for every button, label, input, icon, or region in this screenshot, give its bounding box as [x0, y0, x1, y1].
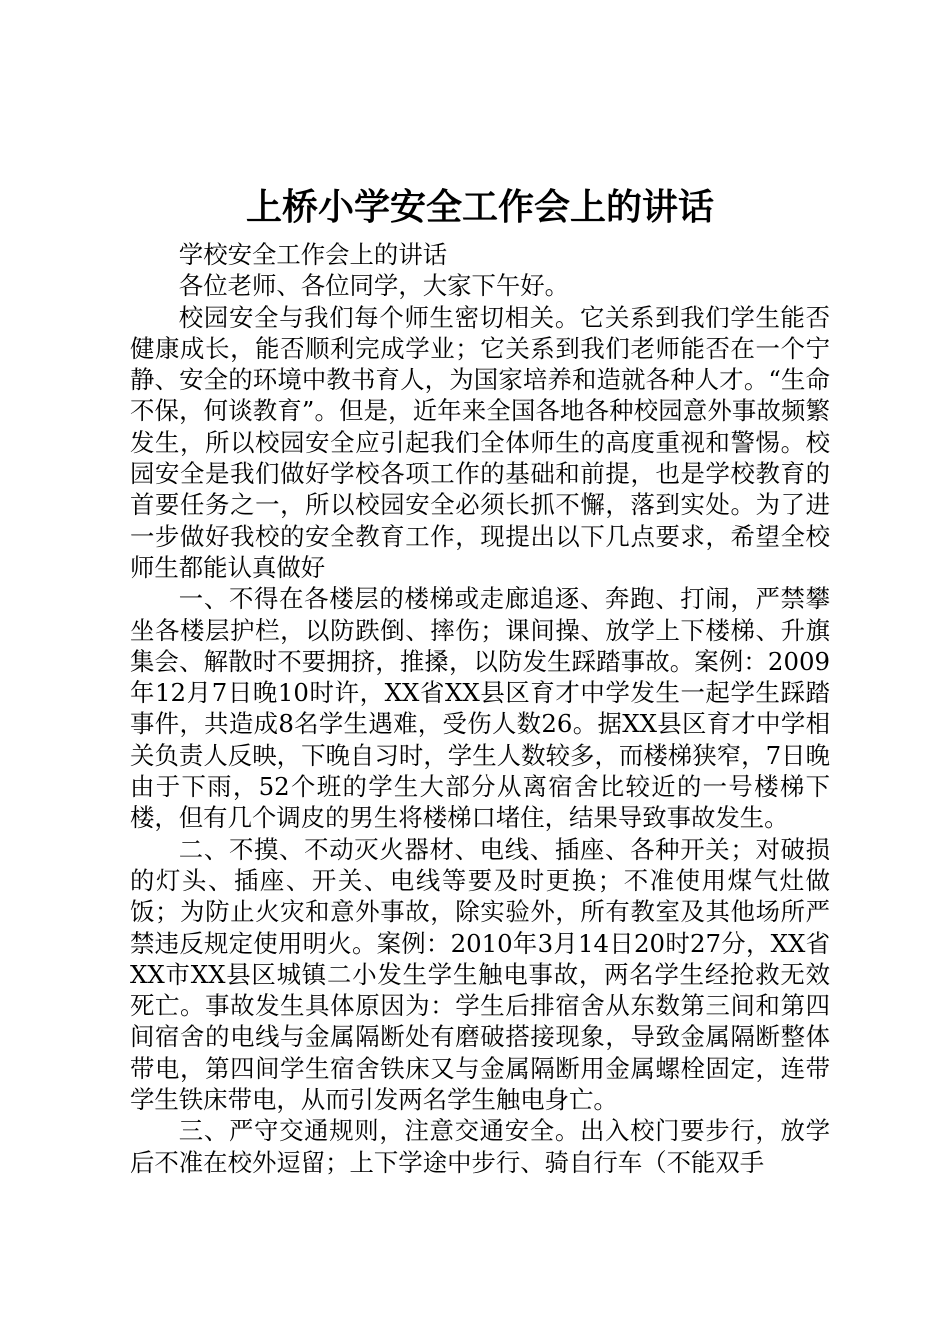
paragraph-rule-one: 一、不得在各楼层的楼梯或走廊追逐、奔跑、打闹，严禁攀坐各楼层护栏，以防跌倒、摔伤；课间操、放学上下楼梯、升旗集会、解散时不要拥挤，推搡，以防发生踩踏事故。案例：2009年12月7日晚10时许，XX省XX县区育才中学发生一起学生踩踏事件，共造成8名学生遇难，受伤人数26。据XX县区育才中学相关负责人反映，下晚自习时，学生人数较多，而楼梯狭窄，7日晚由于下雨，52个班的学生大部分从离宿舍比较近的一号楼梯下楼，但有几个调皮的男生将楼梯口堵住，结果导致事故发生。: [130, 584, 830, 833]
paragraph-subtitle: 学校安全工作会上的讲话: [178, 240, 448, 269]
paragraph-rule-three: 三、严守交通规则，注意交通安全。出入校门要步行，放学后不准在校外逗留；上下学途中步行、骑自行车（不能双手: [130, 1116, 830, 1177]
document-title: 上桥小学安全工作会上的讲话: [245, 187, 714, 228]
paragraph-greeting: 各位老师、各位同学，大家下午好。: [178, 271, 570, 301]
document-page: [130, 185, 830, 1178]
paragraph-rule-two: 二、不摸、不动灭火器材、电线、插座、各种开关；对破损的灯头、插座、开关、电线等要及时更换；不准使用煤气灶做饭；为防止火灾和意外事故，除实验外，所有教室及其他场所严禁违反规定使用明火。案例：2010年3月14日20时27分，XX省XX市XX县区城镇二小发生学生触电事故，两名学生经抢救无效死亡。事故发生具体原因为：学生后排宿舍从东数第三间和第四间宿舍的电线与金属隔断处有磨破搭接现象，导致金属隔断整体带电，第四间学生宿舍铁床又与金属隔断用金属螺栓固定，连带学生铁床带电，从而引发两名学生触电身亡。: [130, 834, 830, 1115]
paragraph-intro: 校园安全与我们每个师生密切相关。它关系到我们学生能否健康成长，能否顺利完成学业；它关系到我们老师能否在一个宁静、安全的环境中教书育人，为国家培养和造就各种人才。“生命不保，何谈教育”。但是，近年来全国各地各种校园意外事故频繁发生，所以校园安全应引起我们全体师生的高度重视和警惕。校园安全是我们做好学校各项工作的基础和前提，也是学校教育的首要任务之一，所以校园安全必须长抓不懈，落到实处。为了进一步做好我校的安全教育工作，现提出以下几点要求，希望全校师生都能认真做好: [130, 302, 830, 582]
